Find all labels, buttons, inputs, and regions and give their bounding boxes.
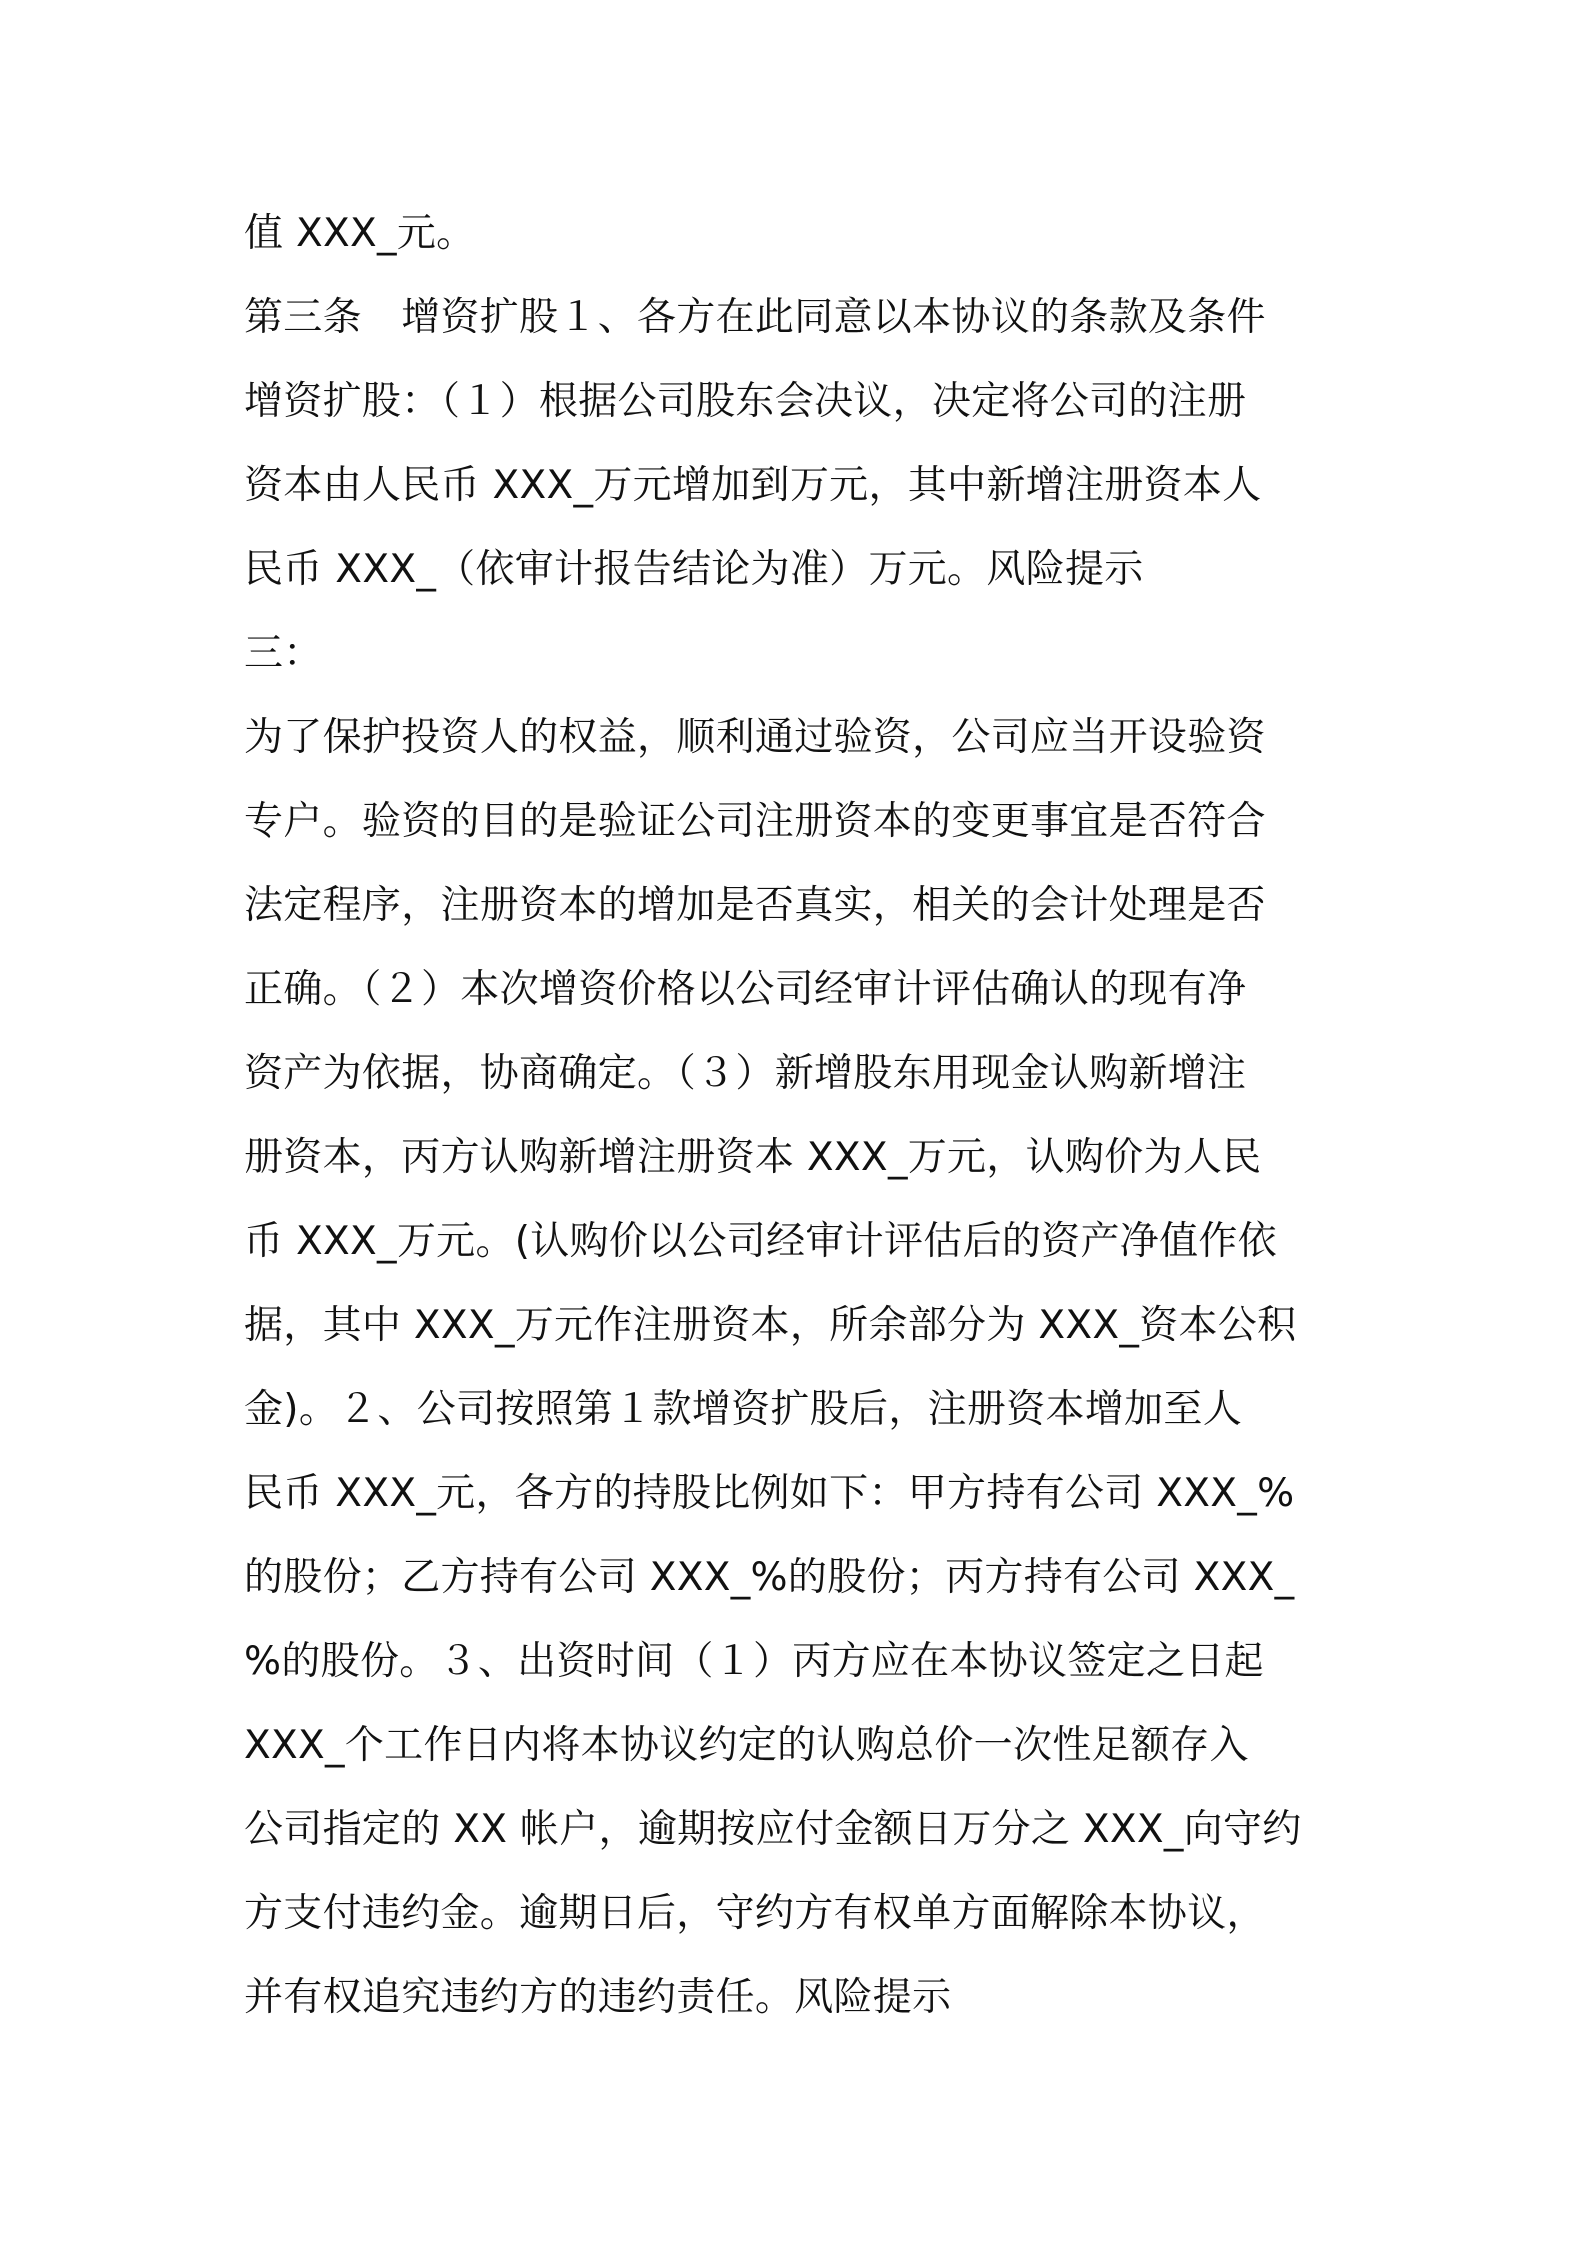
text-line: 的股份；乙方持有公司 XXX_%的股份；丙方持有公司 XXX_: [244, 1555, 1295, 1600]
text-line: 资本由人民币 XXX_万元增加到万元，其中新增注册资本人: [244, 463, 1262, 508]
text-line: 专户。验资的目的是验证公司注册资本的变更事宜是否符合: [244, 799, 1266, 844]
text-line: %的股份。３、出资时间（１）丙方应在本协议签定之日起: [244, 1639, 1264, 1684]
text-line: 法定程序，注册资本的增加是否真实，相关的会计处理是否: [244, 883, 1266, 928]
text-line: 民币 XXX_（依审计报告结论为准）万元。风险提示: [244, 547, 1144, 592]
text-line: 方支付违约金。逾期日后，守约方有权单方面解除本协议，: [244, 1891, 1266, 1936]
text-line: 三：: [244, 631, 323, 676]
text-line: 册资本，丙方认购新增注册资本 XXX_万元，认购价为人民: [244, 1135, 1262, 1180]
text-line: 币 XXX_万元。(认购价以公司经审计评估后的资产净值作依: [244, 1219, 1277, 1264]
text-line: 公司指定的 XX 帐户，逾期按应付金额日万分之 XXX_向守约: [244, 1807, 1302, 1852]
text-line: 民币 XXX_元，各方的持股比例如下：甲方持有公司 XXX_%: [244, 1471, 1295, 1516]
text-line: 并有权追究违约方的违约责任。风险提示: [244, 1975, 952, 2020]
text-line: 资产为依据，协商确定。（３）新增股东用现金认购新增注: [244, 1051, 1247, 1096]
text-line: XXX_个工作日内将本协议约定的认购总价一次性足额存入: [244, 1723, 1249, 1768]
text-line: 增资扩股：（１）根据公司股东会决议，决定将公司的注册: [244, 379, 1247, 424]
document-body: [244, 192, 1364, 2040]
text-line: 为了保护投资人的权益，顺利通过验资，公司应当开设验资: [244, 715, 1266, 760]
text-line: 金)。２、公司按照第１款增资扩股后，注册资本增加至人: [244, 1387, 1243, 1432]
text-line: 据，其中 XXX_万元作注册资本，所余部分为 XXX_资本公积: [244, 1303, 1297, 1348]
text-line: 值 XXX_元。: [244, 211, 476, 256]
text-line: 正确。（２）本次增资价格以公司经审计评估确认的现有净: [244, 967, 1247, 1012]
text-line: 第三条 增资扩股１、各方在此同意以本协议的条款及条件: [244, 295, 1266, 340]
